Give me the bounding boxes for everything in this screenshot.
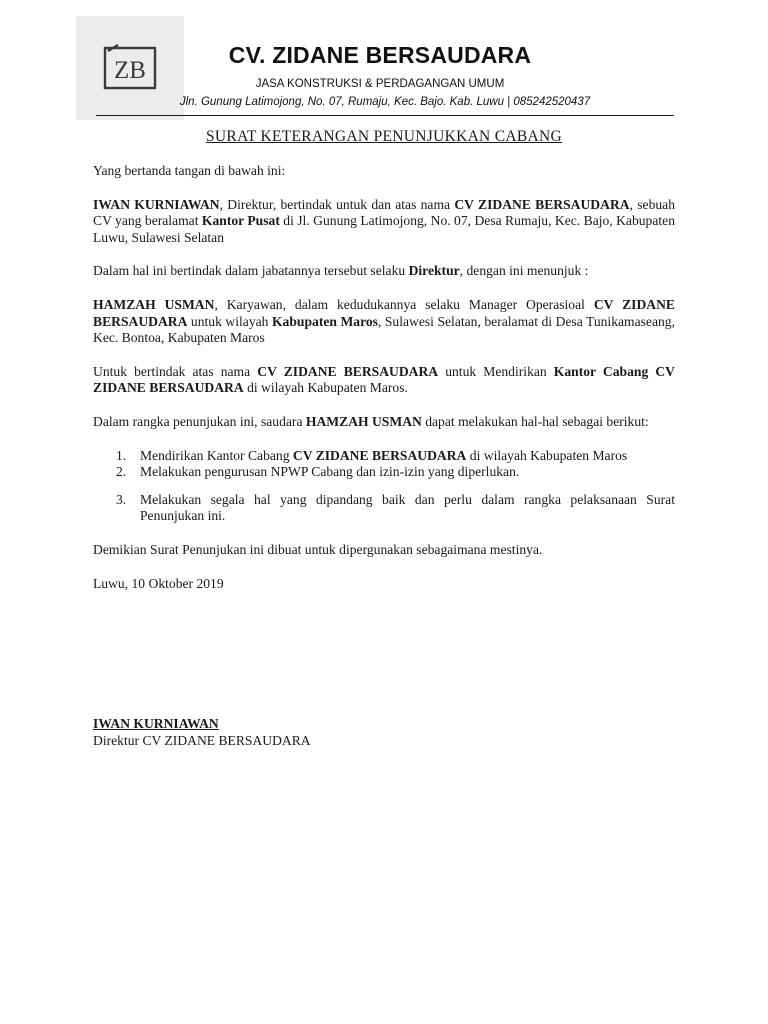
director-name: IWAN KURNIAWAN (93, 196, 220, 212)
paragraph-director (93, 197, 675, 247)
list-text: Melakukan segala hal yang dipandang baik dan perlu dalam rangka pelaksanaan Surat Penunjukan ini. (140, 491, 675, 524)
header-divider (96, 115, 674, 116)
closing-statement: Demikian Surat Penunjukan ini dibuat untuk dipergunakan sebagaimana mestinya. (93, 541, 543, 557)
letter-date: Luwu, 10 Oktober 2019 (93, 575, 224, 591)
list-item (93, 492, 675, 525)
text-segment: di wilayah Kabupaten Maros (466, 447, 628, 463)
paragraph-authority (93, 414, 675, 431)
list-text: Melakukan pengurusan NPWP Cabang dan izin-izin yang diperlukan. (140, 464, 520, 480)
text-segment: Dalam hal ini bertindak dalam jabatannya tersebut selaku (93, 263, 409, 279)
company-ref: CV ZIDANE BERSAUDARA (454, 196, 630, 212)
text-segment: , Sulawesi Selatan, beralamat di Desa Tunikamaseang, Kec. Bontoa, Kabupaten Maros (93, 313, 675, 346)
text-segment: untuk Mendirikan (438, 363, 554, 379)
list-item (93, 464, 675, 481)
signer-title: Direktur CV ZIDANE BERSAUDARA (93, 732, 311, 748)
appointee-name: HAMZAH USMAN (305, 413, 422, 429)
branch-ref: Kantor Cabang CV ZIDANE BERSAUDARA (93, 363, 675, 396)
text-segment: di Jl. Gunung Latimojong, No. 07, Desa Rumaju, Kec. Bajo, Kabupaten Luwu, Sulawesi Selatan (93, 213, 675, 245)
signature-block (93, 716, 675, 749)
list-item (93, 448, 675, 465)
region-ref: Kabupaten Maros (271, 313, 378, 329)
logo-text: ZB (114, 57, 146, 84)
company-subtitle: JASA KONSTRUKSI & PERDAGANGAN UMUM (255, 78, 505, 90)
text-segment: , Karyawan, dalam kedudukannya selaku Manager Operasioal (214, 296, 594, 312)
office-ref: Kantor Pusat (201, 213, 280, 229)
company-ref: CV ZIDANE BERSAUDARA (292, 447, 467, 463)
zb-logo-icon (100, 43, 160, 93)
paragraph-appointee (93, 297, 675, 347)
paragraph-purpose (93, 364, 675, 397)
company-ref: CV ZIDANE BERSAUDARA (93, 296, 675, 329)
list-number: 1. (116, 447, 127, 463)
company-name: CV. ZIDANE BERSAUDARA (228, 42, 532, 68)
letter-body (93, 163, 675, 609)
appointee-name: HAMZAH USMAN (93, 296, 215, 312)
text-segment: , sebuah CV yang beralamat (93, 196, 676, 229)
text-segment: Mendirikan Kantor Cabang (140, 447, 293, 463)
role-ref: Direktur (408, 263, 460, 279)
letter-title: SURAT KETERANGAN PENUNJUKKAN CABANG (206, 128, 562, 145)
text-segment: untuk wilayah (187, 313, 272, 329)
list-text (140, 448, 675, 465)
list-number: 2. (116, 464, 127, 480)
list-number: 3. (116, 491, 127, 507)
text-segment: Untuk bertindak atas nama (93, 363, 258, 379)
paragraph-role (93, 263, 675, 280)
text-segment: dapat melakukan hal-hal sebagai berikut: (421, 413, 649, 429)
text-segment: di wilayah Kabupaten Maros. (243, 380, 408, 396)
text-segment: , dengan ini menunjuk : (459, 263, 589, 279)
company-ref: CV ZIDANE BERSAUDARA (257, 363, 439, 379)
signer-name: IWAN KURNIAWAN (93, 716, 219, 731)
authority-list (93, 448, 675, 525)
company-address: Jln. Gunung Latimojong, No. 07, Rumaju, Kec. Bajo. Kab. Luwu | 085242520437 (179, 96, 591, 108)
text-segment: , Direktur, bertindak untuk dan atas nama (219, 196, 455, 212)
text-segment: Dalam rangka penunjukan ini, saudara (93, 413, 306, 429)
greeting: Yang bertanda tangan di bawah ini: (93, 163, 286, 178)
